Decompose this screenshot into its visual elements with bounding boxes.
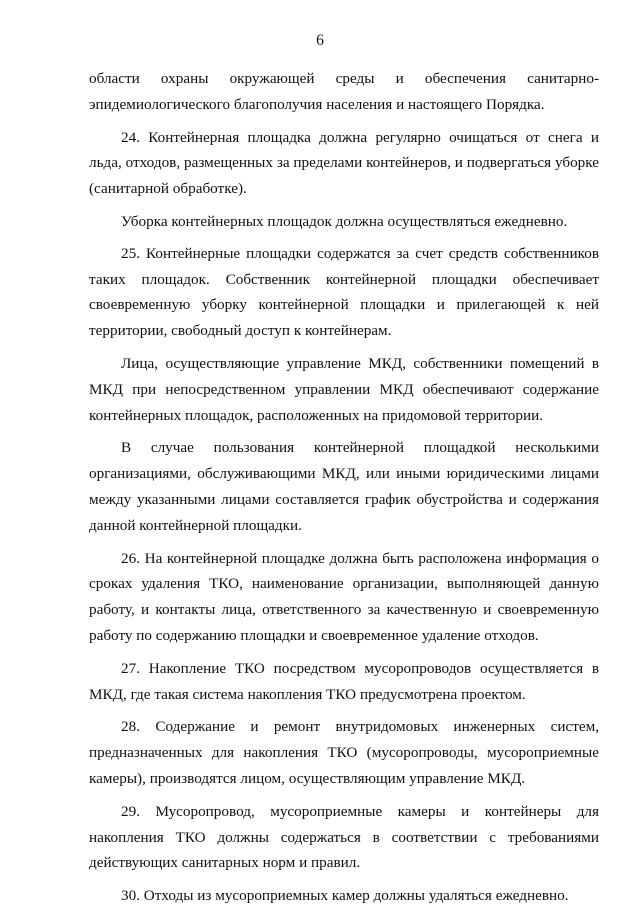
- document-body: [89, 66, 599, 909]
- paragraph: 25. Контейнерные площадки содержатся за счет средств собственников таких площадок. Собственник контейнерной площадки обеспечивает своевременную уборку контейнерной площадки и прилегающей к ней территории, свободный доступ к контейнерам.: [89, 244, 599, 340]
- paragraph: 27. Накопление ТКО посредством мусоропроводов осуществляется в МКД, где такая система накопления ТКО предусмотрена проектом.: [89, 659, 599, 703]
- paragraph: 26. На контейнерной площадке должна быть расположена информация о сроках удаления ТКО, наименование организации, выполняющей данную работу, и контакты лица, ответственного за качественную и своевременную работу по содержанию площадки и своевременное удаление отходов.: [89, 549, 599, 644]
- paragraph: 29. Мусоропровод, мусороприемные камеры и контейнеры для накопления ТКО должны содержаться в соответствии с требованиями действующих санитарных норм и правил.: [89, 802, 599, 872]
- paragraph: В случае пользования контейнерной площадкой несколькими организациями, обслуживающими МКД, или иными юридическими лицами между указанными лицами составляется график обустройства и содержания данной контейнерной площадки.: [89, 439, 599, 534]
- paragraph: 24. Контейнерная площадка должна регулярно очищаться от снега и льда, отходов, размещенных за пределами контейнеров, и подвергаться уборке (санитарной обработке).: [89, 128, 599, 198]
- paragraph: 30. Отходы из мусороприемных камер должны удаляться ежедневно.: [121, 887, 569, 905]
- paragraph: области охраны окружающей среды и обеспечения санитарно-эпидемиологического благополучия населения и настоящего Порядка.: [89, 70, 599, 113]
- paragraph: Лица, осуществляющие управление МКД, собственники помещений в МКД при непосредственном управлении МКД обеспечивают содержание контейнерных площадок, расположенных на придомовой территории.: [89, 354, 599, 424]
- paragraph: 28. Содержание и ремонт внутридомовых инженерных систем, предназначенных для накопления ТКО (мусоропроводы, мусороприемные камеры), производятся лицом, осуществляющим управление МКД.: [89, 718, 599, 787]
- paragraph: Уборка контейнерных площадок должна осуществляться ежедневно.: [121, 212, 568, 230]
- page-number: 6: [316, 32, 324, 49]
